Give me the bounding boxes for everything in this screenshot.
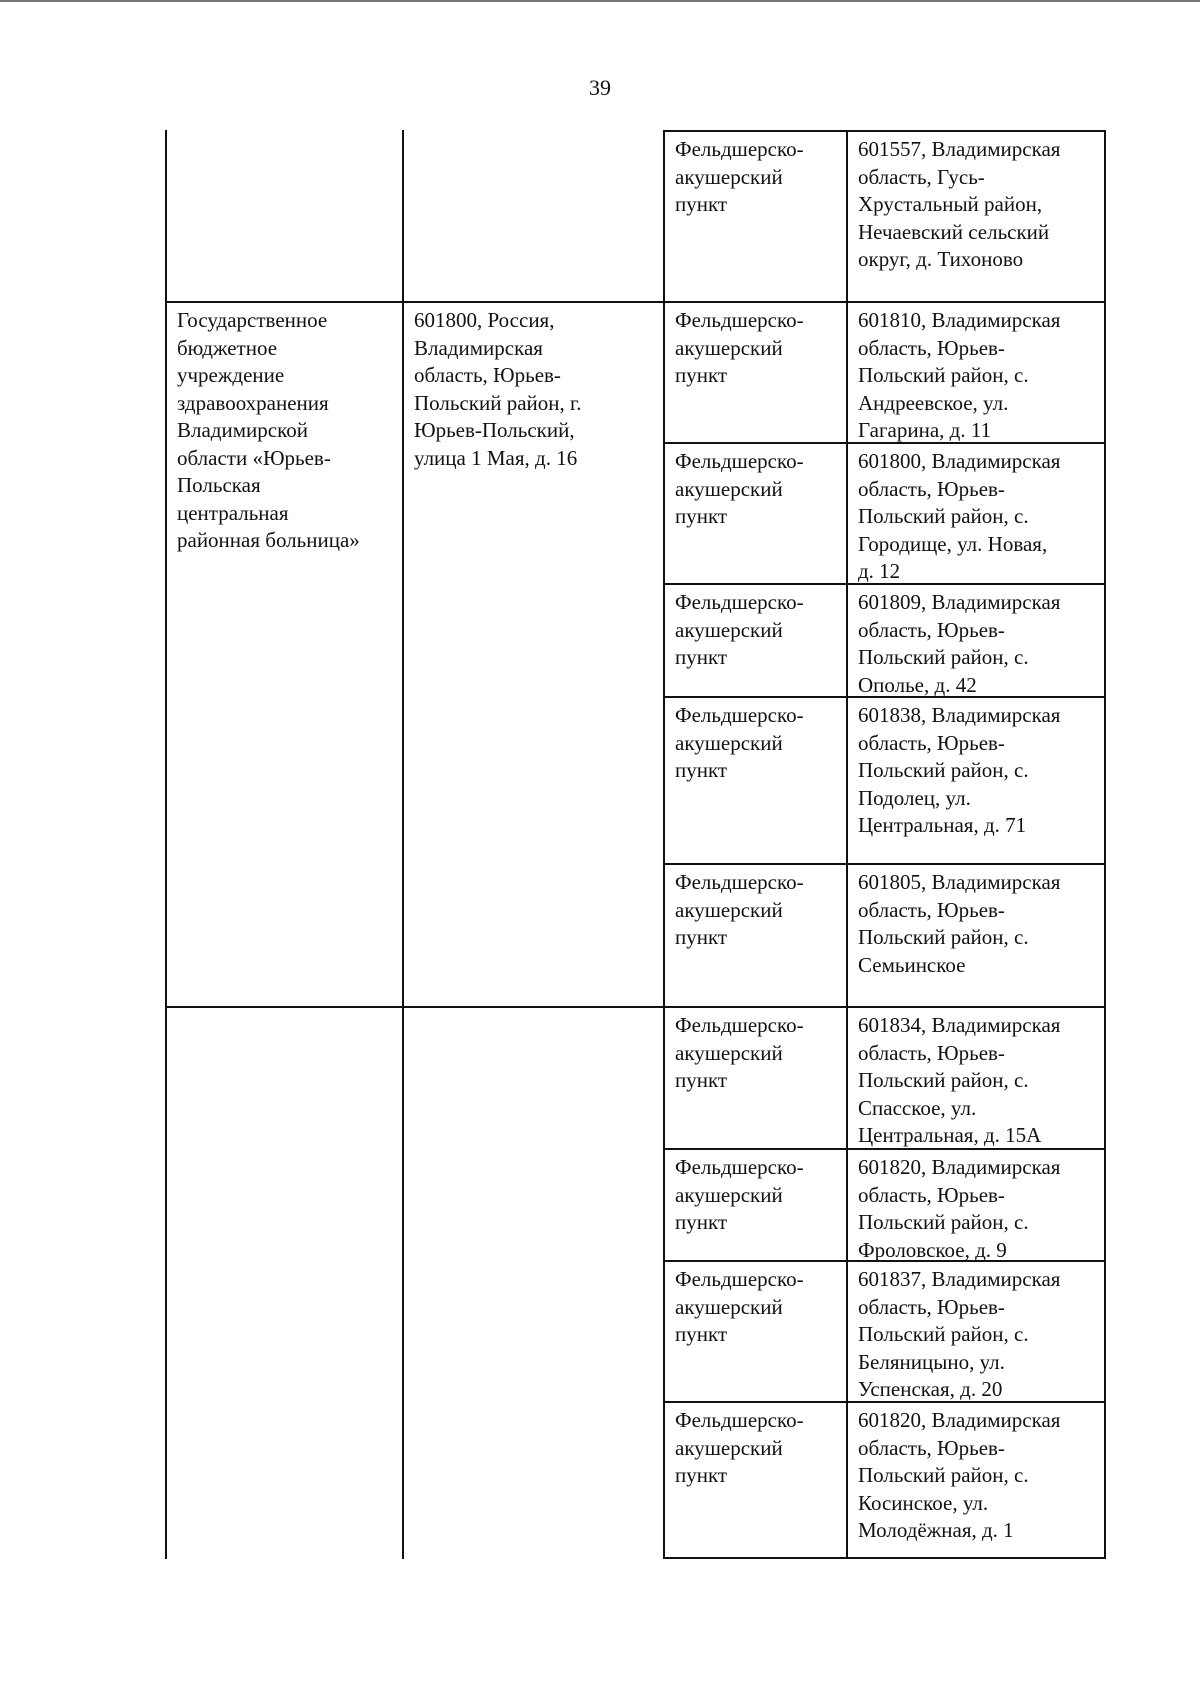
facility-address-cell: 601810, Владимирская область, Юрьев- Польский район, с. Андреевское, ул. Гагарина, д. 11 [846,301,1106,442]
facility-address-cell: 601820, Владимирская область, Юрьев- Польский район, с. Косинское, ул. Молодёжная, д. 1 [846,1401,1106,1559]
facility-type-cell: Фельдшерско- акушерский пункт [663,1401,846,1559]
table-row [0,130,1200,301]
institution-name-cell: Государственное бюджетное учреждение здравоохранения Владимирской области «Юрьев- Польская центральная районная больница» [165,301,402,1006]
facility-address-cell: 601837, Владимирская область, Юрьев- Польский район, с. Беляницыно, ул. Успенская, д. 20 [846,1260,1106,1401]
facility-address-cell: 601838, Владимирская область, Юрьев- Польский район, с. Подолец, ул. Центральная, д. 71 [846,696,1106,863]
table-row [0,1006,1200,1148]
facility-address-cell: 601809, Владимирская область, Юрьев- Польский район, с. Ополье, д. 42 [846,583,1106,696]
facility-address-cell: 601557, Владимирская область, Гусь- Хрустальный район, Нечаевский сельский округ, д. Тихоново [846,130,1106,301]
institution-cell-empty [165,130,402,301]
institution-address-cell-empty [402,130,663,301]
facility-type-cell: Фельдшерско- акушерский пункт [663,1260,846,1401]
facility-type-cell: Фельдшерско- акушерский пункт [663,130,846,301]
table-row [0,1401,1200,1559]
table-row [0,863,1200,1006]
facility-type-cell: Фельдшерско- акушерский пункт [663,442,846,583]
facility-type-cell: Фельдшерско- акушерский пункт [663,1006,846,1148]
facility-type-cell: Фельдшерско- акушерский пункт [663,1148,846,1260]
table-row [0,583,1200,696]
table-row [0,1260,1200,1401]
table-row [0,696,1200,863]
scan-edge [0,0,1200,8]
facility-address-cell: 601805, Владимирская область, Юрьев- Польский район, с. Семьинское [846,863,1106,1006]
facility-type-cell: Фельдшерско- акушерский пункт [663,696,846,863]
facility-type-cell: Фельдшерско- акушерский пункт [663,863,846,1006]
table-row [0,301,1200,442]
facility-address-cell: 601834, Владимирская область, Юрьев- Польский район, с. Спасское, ул. Центральная, д. 15А [846,1006,1106,1148]
facility-address-cell: 601820, Владимирская область, Юрьев- Польский район, с. Фроловское, д. 9 [846,1148,1106,1260]
table-row [0,442,1200,583]
institution-address-cell: 601800, Россия, Владимирская область, Юрьев- Польский район, г. Юрьев-Польский, улица 1 Мая, д. 16 [402,301,663,1006]
facility-type-cell: Фельдшерско- акушерский пункт [663,301,846,442]
facility-type-cell: Фельдшерско- акушерский пункт [663,583,846,696]
facility-address-cell: 601800, Владимирская область, Юрьев- Польский район, с. Городище, ул. Новая, д. 12 [846,442,1106,583]
page-number: 39 [589,75,611,100]
table-row [0,1148,1200,1260]
